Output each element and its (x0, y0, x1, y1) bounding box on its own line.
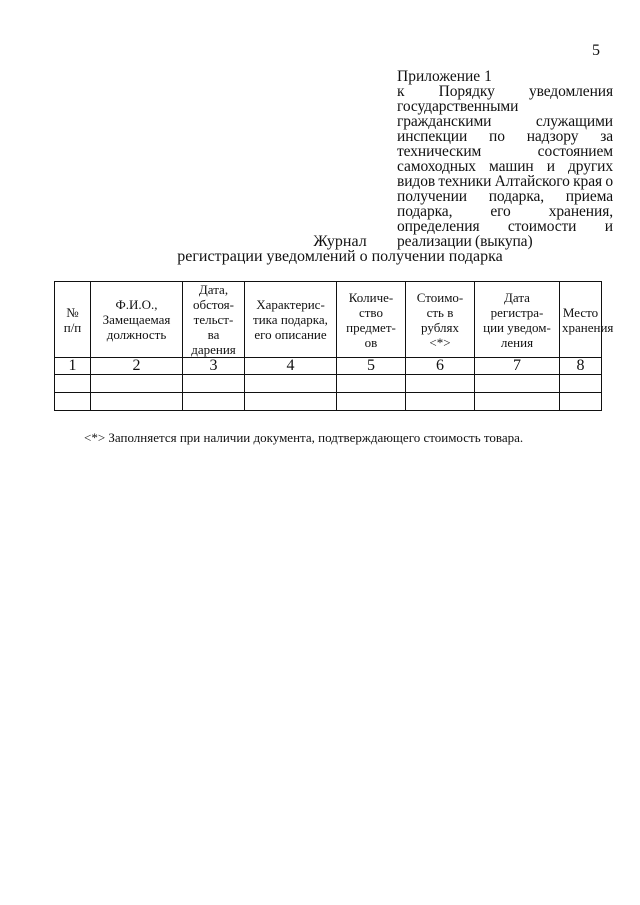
empty-cell (91, 393, 183, 411)
column-number-cell: 4 (245, 358, 337, 375)
table-row (55, 375, 602, 393)
empty-cell (337, 375, 406, 393)
appendix-block (397, 69, 613, 249)
page-number: 5 (592, 42, 600, 59)
empty-cell (183, 375, 245, 393)
empty-cell (55, 393, 91, 411)
empty-cell (560, 393, 602, 411)
column-number-cell: 6 (406, 358, 475, 375)
journal-heading (140, 234, 540, 264)
empty-cell (55, 375, 91, 393)
journal-subtitle: регистрации уведомлений о получении подарка (177, 248, 503, 265)
header-cell-name-position: Ф.И.О., Замещаемая должность (91, 282, 183, 358)
appendix-title: Приложение 1 (397, 68, 492, 85)
register-table (54, 281, 614, 411)
appendix-text: к Порядку уведомления государственными гражданскими служащими инспекции по надзору за техническим состоянием самоходных машин и других видов техники Алтайского края о получении подарка, приема подарка, его хранения, определения стоимости и реализации (выкупа) (397, 83, 613, 250)
header-cell-registration-date: Дата регистра- ции уведом- ления (475, 282, 560, 358)
column-number-cell: 8 (560, 358, 602, 375)
empty-cell (245, 375, 337, 393)
column-number-cell: 2 (91, 358, 183, 375)
footnote: <*> Заполняется при наличии документа, подтверждающего стоимость товара. (84, 430, 524, 445)
column-number-cell: 3 (183, 358, 245, 375)
header-cell-date-circumstances: Дата, обстоя- тельст- ва дарения (183, 282, 245, 358)
header-cell-gift-description: Характерис- тика подарка, его описание (245, 282, 337, 358)
column-number-cell: 5 (337, 358, 406, 375)
empty-cell (560, 375, 602, 393)
empty-cell (406, 393, 475, 411)
empty-cell (337, 393, 406, 411)
empty-cell (245, 393, 337, 411)
journal-title: Журнал (313, 233, 367, 250)
column-number-row (55, 358, 602, 375)
empty-cell (406, 375, 475, 393)
column-number-cell: 7 (475, 358, 560, 375)
header-cell-cost: Стоимо- сть в рублях <*> (406, 282, 475, 358)
column-number-cell: 1 (55, 358, 91, 375)
header-cell-number: № п/п (55, 282, 91, 358)
empty-cell (91, 375, 183, 393)
header-cell-storage-place: Место хранения (560, 282, 602, 358)
table-header-row (55, 282, 602, 358)
empty-cell (475, 393, 560, 411)
empty-cell (183, 393, 245, 411)
header-cell-quantity: Количе- ство предмет- ов (337, 282, 406, 358)
empty-cell (475, 375, 560, 393)
table-row (55, 393, 602, 411)
